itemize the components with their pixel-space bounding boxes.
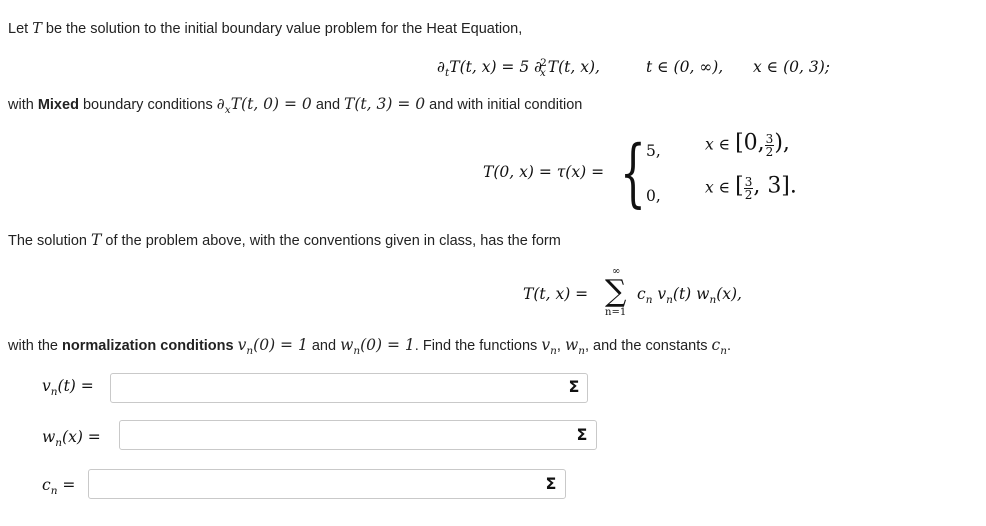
piece2-right: , 3]. — [753, 173, 797, 199]
sol-var: T — [91, 231, 102, 249]
series-end: (x), — [716, 285, 742, 303]
cn-answer-input[interactable] — [88, 469, 566, 499]
series-sum: ∑ — [605, 274, 627, 309]
find-and: , and the constants — [584, 338, 712, 354]
bc-and: and — [311, 97, 345, 113]
find-comma: , — [556, 338, 565, 354]
find-c-sub: n — [720, 345, 727, 358]
piece1-fraction — [765, 133, 775, 158]
series-t: (t) w — [672, 285, 710, 303]
pde-sup: 2 — [540, 56, 547, 69]
piece1-frac-den: 2 — [765, 145, 774, 159]
cn-sigma-button[interactable]: Σ — [545, 474, 557, 493]
vn-label — [42, 376, 94, 399]
heat-equation — [437, 56, 600, 80]
find-v-sub: n — [550, 345, 557, 358]
series-c-sub: n — [645, 294, 653, 307]
series-lower: n=1 — [605, 307, 627, 318]
find-c: c — [711, 336, 721, 354]
bc1-sub: x — [224, 104, 231, 117]
piece1-value: 5, — [646, 142, 661, 160]
wn-answer-input[interactable] — [119, 420, 597, 450]
sol-prefix: The solution — [8, 233, 92, 249]
piece2-left: [ — [735, 173, 744, 199]
piece1-domain — [705, 130, 790, 159]
piece2-domain — [705, 173, 797, 202]
find-v: v — [541, 336, 551, 354]
norm-w-sub: n — [353, 345, 361, 358]
norm-prefix: with the — [8, 338, 62, 354]
cn-label-main: c — [42, 476, 51, 494]
piecewise-brace: { — [620, 130, 646, 216]
piece1-domain-prefix: x ∈ — [705, 135, 731, 154]
norm-v-sub: n — [246, 345, 254, 358]
norm-bold: normalization conditions — [62, 338, 234, 354]
pde-sub-x: x — [539, 67, 546, 80]
cn-label — [42, 475, 76, 498]
piece1-frac-num: 3 — [765, 132, 774, 146]
intro-prefix: Let — [8, 21, 33, 37]
wn-label — [42, 427, 101, 450]
piece2-value: 0, — [646, 187, 661, 205]
bc2: T(t, 3) = 0 — [344, 95, 426, 113]
find-w-sub: n — [578, 345, 585, 358]
sol-suffix: of the problem above, with the conventions given in class, has the form — [101, 233, 561, 249]
wn-sigma-button[interactable]: Σ — [576, 425, 588, 444]
boundary-conditions-text — [8, 95, 583, 117]
piece2-frac-num: 3 — [744, 175, 753, 189]
wn-label-rest: (x) = — [62, 428, 101, 446]
initial-condition-lhs: T(0, x) = τ(x) = — [483, 163, 605, 181]
pde-t-domain: t ∈ (0, ∞), — [646, 58, 724, 76]
bc-bold: Mixed — [37, 97, 79, 113]
vn-answer-input[interactable] — [110, 373, 588, 403]
piece1-right: ), — [774, 130, 790, 156]
norm-w: w — [340, 336, 354, 354]
pde-sub-t: t — [445, 67, 450, 80]
intro-var: T — [32, 21, 42, 37]
pde-rhs: T(t, x), — [547, 58, 600, 76]
find-w: w — [564, 336, 579, 354]
bc-prefix: with — [8, 97, 38, 113]
bc-middle: boundary conditions — [78, 97, 217, 113]
normalization-text — [8, 336, 732, 358]
solution-form-text — [8, 231, 561, 250]
norm-and: and — [307, 338, 341, 354]
find-end: . — [727, 338, 732, 354]
series-w-sub: n — [709, 294, 717, 307]
bc-suffix: and with initial condition — [425, 97, 583, 113]
piece1-left: [0, — [735, 130, 765, 156]
series-v: v — [652, 285, 667, 303]
vn-label-rest: (t) = — [57, 377, 94, 395]
pde-lhs: T(t, x) = 5 ∂ — [449, 58, 543, 76]
norm-find: . Find the functions — [414, 338, 542, 354]
vn-label-sub: n — [50, 386, 58, 399]
pde-x-domain: x ∈ (0, 3); — [753, 58, 830, 76]
vn-label-main: v — [42, 377, 51, 395]
piece2-frac-den: 2 — [744, 188, 753, 202]
series-c: c — [637, 285, 646, 303]
wn-label-sub: n — [55, 437, 63, 450]
norm-v-rest: (0) = 1 — [253, 336, 308, 354]
bc1-partial: ∂ — [216, 95, 225, 113]
intro-text — [8, 20, 522, 38]
bc1-rest: T(t, 0) = 0 — [230, 95, 312, 113]
norm-w-rest: (0) = 1 — [360, 336, 415, 354]
intro-suffix: be the solution to the initial boundary value problem for the Heat Equation, — [41, 21, 523, 37]
cn-label-sub: n — [50, 485, 58, 498]
wn-label-main: w — [42, 428, 56, 446]
pde-partial: ∂ — [437, 58, 446, 76]
cn-label-rest: = — [57, 476, 76, 494]
piece2-domain-prefix: x ∈ — [705, 178, 731, 197]
series-upper: ∞ — [612, 266, 621, 277]
vn-sigma-button[interactable]: Σ — [568, 377, 580, 396]
piece2-fraction — [744, 176, 754, 201]
series-rhs — [637, 284, 742, 307]
series-lhs: T(t, x) = — [523, 285, 589, 303]
norm-v: v — [237, 336, 247, 354]
series-v-sub: n — [666, 294, 673, 307]
